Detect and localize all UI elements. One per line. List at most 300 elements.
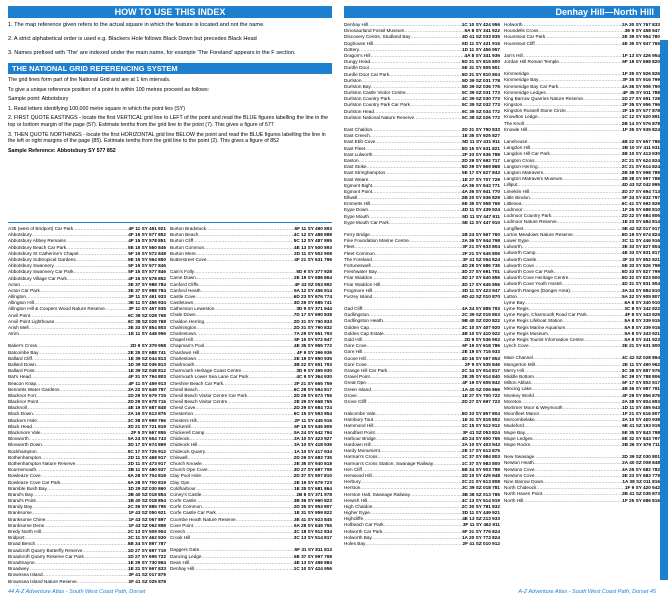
- entry-grid-ref: 3F 11 SY 457 935: [128, 306, 166, 312]
- entry-grid-ref: 5B 34 SY 897 787: [127, 541, 166, 547]
- entry-name: Lulworth Castle: [504, 256, 537, 262]
- entry-grid-ref: 3C 13 SY 514 817: [293, 535, 332, 541]
- entry-name: Acton: [8, 281, 20, 287]
- leader-dots: [42, 585, 128, 586]
- entry-name: Bramble Bush Bay: [8, 485, 47, 491]
- entry-grid-ref: 3D 17 SY 640 855: [461, 275, 500, 281]
- index-group: [344, 127, 500, 226]
- entry-name: Hounstout Car Park: [504, 34, 546, 40]
- index-entry: [504, 442, 660, 448]
- entry-name: Eype Mouth Car Park: [344, 219, 389, 225]
- ngr-sample-reference: Sample Reference: Abbotsbury SY 577 852: [8, 147, 116, 154]
- leader-dots: [559, 59, 622, 65]
- entry-grid-ref: 6E 35 SY 958 769: [462, 201, 500, 207]
- entry-name: Abbotsbury Subtropical Gardens: [8, 256, 76, 262]
- entry-grid-ref: 6F 17 SY 802 917: [622, 380, 660, 386]
- entry-grid-ref: 5E 35 SY 843 798: [622, 429, 660, 435]
- entry-name: Chalmington: [170, 324, 197, 330]
- entry-grid-ref: 2C 21 SY 614 824: [621, 163, 660, 169]
- entry-name: Lulworth Cove: [504, 262, 534, 268]
- entry-grid-ref: 3A 10 SY 423 927: [293, 436, 332, 442]
- entry-grid-ref: 5F 15 SY 577 846: [128, 269, 166, 275]
- entry-grid-ref: 3B 10 SY 413 930: [621, 151, 660, 157]
- entry-grid-ref: 4E 35 SY 947 765: [622, 40, 660, 46]
- entry-grid-ref: 4E 13 SY 500 893: [294, 244, 332, 250]
- entry-name: Middle Bottom: [504, 373, 534, 379]
- leader-dots: [194, 566, 294, 572]
- entry-grid-ref: 3D 9 SY 371 944: [296, 306, 332, 312]
- index-group: [170, 547, 332, 572]
- entry-name: Lynch Cove: [504, 343, 529, 349]
- entry-grid-ref: 5E 11 SY 447 910: [462, 219, 500, 225]
- entry-name: Golden Cap: [344, 324, 370, 330]
- entry-grid-ref: 3C 18 SY 912 834: [293, 529, 332, 534]
- entry-name: Bournemouth: [8, 467, 37, 473]
- entry-grid-ref: 5F 31 SY 811 813: [294, 547, 332, 553]
- entry-name: Chiswell: [170, 454, 188, 460]
- entry-name: Brownsea Island: [8, 572, 43, 578]
- entry-grid-ref: 2B 8 SY 371 978: [296, 491, 332, 497]
- entry-name: Newtons Cove: [504, 466, 535, 472]
- entry-grid-ref: 3D 11 SY 423 947: [462, 287, 500, 293]
- entry-grid-ref: 2C 34 SY 914 817: [461, 367, 500, 373]
- entry-name: New Swanage: [504, 454, 535, 460]
- index-group: [504, 53, 660, 65]
- index-group: [504, 454, 660, 504]
- entry-name: Broadwey: [8, 566, 29, 572]
- index-entry: [504, 59, 660, 65]
- entry-name: Denhay Hill: [344, 22, 368, 27]
- leader-dots: [365, 541, 462, 547]
- entry-name: Lutton: [504, 293, 518, 299]
- index-entry: [504, 498, 660, 504]
- entry-grid-ref: 3F 11 SY 461 933: [128, 294, 166, 300]
- entry-grid-ref: 1C 10 SY 424 956: [293, 565, 332, 571]
- entry-name: Chale Down: [170, 312, 196, 318]
- entry-grid-ref: 3A 10 SY 418 936: [293, 442, 332, 448]
- entry-name: Chesterton: [170, 411, 193, 417]
- entry-grid-ref: 4B 36 SY 987 791: [621, 386, 660, 392]
- entry-grid-ref: 5E 17 SY 627 843: [462, 170, 500, 176]
- entry-grid-ref: 2D 31 SY 790 833: [293, 318, 332, 324]
- entry-grid-ref: 3B 38 SY 997 788: [621, 176, 660, 182]
- entry-name: Friar Waddon Hill: [344, 281, 381, 287]
- entry-name: Castletown: [170, 300, 194, 306]
- entry-name: Jordan Hill Roman Temple: [504, 58, 559, 64]
- entry-grid-ref: 3A 10 SY 400 938: [621, 417, 660, 423]
- entry-grid-ref: 1F 43 SZ 062 898: [128, 522, 166, 528]
- entry-name: Black Down: [8, 411, 33, 417]
- entry-grid-ref: 1E 25 SY 681 864: [294, 485, 332, 491]
- entry-grid-ref: 3D 11 SY 449 921: [462, 510, 500, 516]
- entry-grid-ref: 6E 32 SY 843 797: [622, 435, 660, 441]
- index-entry: [504, 127, 660, 133]
- entry-grid-ref: 4F 11 SY 459 913: [128, 380, 166, 386]
- entry-name: Godlingston: [344, 312, 370, 318]
- entry-grid-ref: 5C 39 SZ 032 773: [461, 102, 500, 108]
- entry-grid-ref: 5D 39 SY 869 868: [461, 164, 500, 170]
- entry-grid-ref: 2C 13 SY 509 904: [127, 529, 166, 534]
- entry-grid-ref: 6D 23 SY 676 774: [293, 293, 332, 299]
- entry-grid-ref: 2E 39 SY 954 780: [622, 34, 660, 40]
- entry-name: Gore Hill: [344, 349, 363, 355]
- entry-name: Bockhampton: [8, 448, 37, 454]
- entry-name: Butterstreet Cove: [170, 256, 207, 262]
- entry-name: Charlmouth: [170, 361, 195, 367]
- index-group: [504, 22, 660, 47]
- entry-name: Lodmoor Nature Reserve: [504, 219, 557, 225]
- index-group: [504, 71, 660, 133]
- entry-name: Durlston Country Park Car Park: [344, 102, 410, 108]
- entry-grid-ref: 2D 35 SY 953 807: [293, 504, 332, 510]
- entry-grid-ref: 1E 31 SY 959 822: [294, 510, 332, 516]
- entry-name: Moreton: [504, 398, 522, 404]
- entry-grid-ref: 1F 25 SY 688 810: [622, 207, 660, 213]
- entry-name: Kimmeridge Bay Car Park: [504, 83, 559, 89]
- entry-grid-ref: 6E 41 SZ 193 919: [622, 423, 660, 429]
- entry-grid-ref: 4E 13 SZ 213 933: [462, 516, 500, 522]
- entry-name: Bat's Head: [8, 374, 31, 380]
- entry-grid-ref: 3E 33 SY 827 804: [622, 244, 660, 250]
- entry-grid-ref: 2D 27 SY 697 723: [461, 398, 500, 404]
- entry-name: Chaldon Herring: [170, 318, 205, 324]
- entry-name: Lulworth: [504, 244, 522, 250]
- entry-grid-ref: 6F 19 SY 698 820: [622, 58, 660, 64]
- entry-name: Freshwater Bay: [344, 269, 377, 275]
- entry-grid-ref: 2D 9 SY 379 958: [130, 343, 166, 349]
- entry-grid-ref: 5A 24 SY 642 794: [293, 430, 332, 435]
- entry-name: Halcombe Vale: [344, 411, 376, 417]
- entry-grid-ref: 2E 19 SY 679 723: [294, 479, 332, 485]
- entry-grid-ref: 1E 35 SY 925 827: [462, 133, 500, 139]
- entry-grid-ref: 1F 43 SZ 050 921: [128, 510, 166, 516]
- entry-name: Kingston Russell Stone Circle: [504, 108, 566, 114]
- entry-name: Anvil Point Lighthouse: [8, 318, 55, 324]
- entry-grid-ref: 6F 11 SY 490 893: [294, 226, 332, 231]
- index-entry: [170, 257, 332, 263]
- leader-dots: [372, 294, 462, 300]
- entry-name: Broadcroft Quarry Reserve Car Park: [8, 553, 84, 559]
- entry-name: High Chaldon: [344, 503, 373, 509]
- entry-name: Green Island: [344, 386, 371, 392]
- entry-name: Gravel Point: [344, 374, 370, 380]
- index-group: [344, 232, 500, 300]
- entry-name: Durlston National Nature Reserve: [344, 114, 415, 120]
- entry-name: Nine Barrow Down: [504, 478, 544, 484]
- entry-grid-ref: 4F 31 SY 794 803: [128, 374, 166, 380]
- entry-name: King Barrow Quarries Nature Reserve: [504, 95, 583, 101]
- entry-name: Chickerell: [170, 423, 191, 429]
- entry-name: Holbeach Car Park: [344, 522, 384, 528]
- entry-grid-ref: 5F 33 SY 832 797: [622, 194, 660, 200]
- entry-grid-ref: 2D 29 SY 673 755: [293, 392, 332, 398]
- entry-grid-ref: 3F 11 SY 462 911: [462, 522, 500, 528]
- entry-grid-ref: 4F 15 SY 578 851: [128, 238, 166, 244]
- entry-grid-ref: 4F 43 SZ 053 892: [294, 281, 332, 287]
- ngr-heading: THE NATIONAL GRID REFERENCING SYSTEM: [8, 63, 332, 74]
- entry-name: Harman's Cross: [344, 454, 378, 460]
- entry-name: Blacknor Point: [8, 399, 39, 405]
- entry-name: Chideock Hill: [170, 442, 198, 448]
- ngr-explanation: [8, 77, 332, 157]
- entry-name: Chickerell Camp: [170, 430, 205, 435]
- entry-grid-ref: 5A 12 SY 456 914: [293, 287, 332, 293]
- entry-name: Allington Hill: [8, 300, 34, 306]
- ngr-step-3: 3. THEN QUOTE NORTHINGS - locate the first HORIZONTAL grid line BELOW the point and read the BLUE figures labelling the line in the left or right margins of the page (85). Estimate tenths from the grid line to the point (2). This gives a figure of 852: [8, 131, 326, 145]
- entry-name: Lyme Regis, Charmouth Road Car Park: [504, 312, 587, 318]
- entry-name: Mangerton Mill: [504, 361, 535, 367]
- entry-name: East Weare: [344, 176, 369, 182]
- entry-name: Lyme Regis Marine Aquarium: [504, 324, 566, 330]
- entry-grid-ref: 2F 21 SY 645 806: [462, 250, 500, 256]
- entry-name: Langdon Hill: [504, 145, 531, 151]
- entry-grid-ref: 1D 29 SZ 030 860: [127, 485, 166, 491]
- entry-grid-ref: 3D 21 SY 721 819: [127, 423, 166, 429]
- entry-grid-ref: 4C 12 SY 488 888: [293, 232, 332, 238]
- entry-grid-ref: 2A 10 SY 403 943: [461, 442, 500, 447]
- entry-name: Doghouse Hill: [344, 40, 374, 46]
- index-column-4: [504, 22, 660, 586]
- entry-name: Allington: [8, 294, 26, 300]
- divider: [8, 222, 332, 223]
- entry-grid-ref: 6C 38 SZ 028 768: [127, 318, 166, 324]
- entry-name: Lyme Regis: [504, 306, 529, 312]
- index-group: [344, 22, 500, 121]
- entry-grid-ref: 1E 39 SZ 044 813: [128, 355, 166, 361]
- leader-dots: [529, 343, 622, 349]
- entry-grid-ref: 5D 33 SY 827 799: [621, 268, 660, 274]
- leader-dots: [535, 41, 622, 47]
- entry-name: Bothenhampton: [8, 454, 42, 460]
- entry-grid-ref: 3B 10 SY 411 931: [622, 145, 660, 151]
- index-entry: [170, 535, 332, 541]
- entry-name: Charmouth Heritage Coast Centre: [170, 368, 242, 374]
- entry-grid-ref: 7D 17 SY 690 838: [293, 312, 332, 318]
- entry-name: Clay Pool Hole: [170, 473, 202, 479]
- entry-grid-ref: 2D 29 SY 684 724: [293, 405, 332, 411]
- entry-name: Beacon Knap: [8, 380, 37, 386]
- entry-name: Durlston: [344, 77, 362, 83]
- entry-name: Broadcroft Quarry Butterfly Reserve: [8, 547, 83, 553]
- entry-name: Ferry Bridge: [344, 232, 370, 237]
- index-group: [8, 226, 166, 337]
- entry-grid-ref: 5D 9 SY 377 928: [296, 269, 332, 275]
- entry-name: Bothenhampton Nature Reserve: [8, 460, 76, 466]
- entry-name: Dinosaurland Fossil Museum: [344, 28, 405, 34]
- entry-grid-ref: 5A 32 SY 905 807: [621, 293, 660, 299]
- entry-name: Ballard Cliff: [8, 355, 32, 361]
- ngr-intro-2: To give a unique reference position of a point to within 100 metres proceed as follows:: [8, 86, 210, 93]
- entry-grid-ref: 1C 10 SY 424 956: [461, 22, 500, 27]
- entry-name: North Hill: [504, 497, 524, 503]
- entry-grid-ref: 2A 40 SZ 008 848: [622, 460, 660, 466]
- entry-name: Knowle Hill: [504, 126, 528, 132]
- index-group: [8, 343, 166, 586]
- entry-grid-ref: 6C 28 SY 594 817: [293, 386, 332, 392]
- entry-name: North Haven Point: [504, 491, 543, 497]
- entry-name: Charmouth Lower Sea Lane Car Park: [170, 374, 249, 380]
- instruction-2: 2. A strict alphabetical order is used e.g. Blackers Hole follows Black Down but precedes Black Head: [8, 36, 257, 42]
- leader-dots: [530, 442, 622, 448]
- entry-name: Longfleet: [504, 225, 524, 231]
- entry-grid-ref: 2A 36 SY 944 798: [461, 238, 500, 244]
- entry-name: Grove Cliff: [344, 398, 367, 404]
- entry-name: Harman's Cross Station, Swanage Railway: [344, 460, 434, 466]
- entry-name: Littlesea: [504, 200, 522, 206]
- entry-name: Eype Mouth: [344, 213, 370, 219]
- entry-name: Frogmore Hill: [344, 287, 373, 293]
- entry-grid-ref: 1D 27 SY 691 728: [621, 95, 660, 101]
- entry-grid-ref: 1E 27 SY 700 722: [462, 392, 500, 398]
- index-entry: [344, 220, 500, 226]
- entry-name: Brand's Bay: [8, 491, 34, 497]
- entry-grid-ref: 4E 35 SY 955 772: [294, 343, 332, 349]
- entry-grid-ref: 2B 14 SY 576 878: [621, 120, 660, 126]
- entry-grid-ref: 3B 11 SY 480 937: [128, 467, 166, 473]
- entry-name: Cove Point: [170, 522, 193, 528]
- entry-name: Abbotsbury Village Car Park: [8, 275, 67, 281]
- entry-grid-ref: 1F 9 SY 420 942: [624, 485, 660, 491]
- entry-name: Chapman's Pool: [170, 343, 205, 349]
- entry-grid-ref: 5F 15 SY 572 847: [294, 337, 332, 343]
- entry-name: Durlston Country Park: [344, 96, 391, 102]
- entry-grid-ref: 2D 31 SY 790 833: [461, 127, 500, 132]
- entry-name: Herbury: [344, 479, 361, 485]
- entry-grid-ref: 5D 31 SY 810 804: [461, 71, 500, 77]
- entry-name: East Stoke: [344, 164, 367, 170]
- entry-name: Limekiln Hill: [504, 188, 530, 194]
- entry-name: Mupe Ledges: [504, 435, 533, 441]
- entry-name: Chardown Hill: [170, 349, 200, 355]
- entry-name: Durdle Door Car Park: [344, 71, 390, 77]
- entry-name: Blacknoll: [8, 405, 27, 411]
- entry-name: Dancing Ledge: [170, 553, 202, 559]
- entry-grid-ref: 2F 21 SY 665 759: [294, 380, 332, 386]
- entry-grid-ref: 1E 29 SY 730 864: [128, 559, 166, 565]
- entry-name: Fortuneswell: [344, 262, 371, 268]
- entry-name: Lulworth Ranges (Danger Area): [504, 287, 570, 293]
- entry-name: Holworth Bay: [344, 534, 372, 540]
- entry-grid-ref: 3C 11 SY 446 916: [622, 238, 660, 243]
- entry-name: Moonfleet Manor: [504, 411, 540, 417]
- entry-grid-ref: 5F 15 SY 577 846: [128, 263, 166, 269]
- entry-name: Lulworth Cove Car Park: [504, 268, 554, 274]
- entry-grid-ref: 3F 35 SY 916 799: [622, 77, 660, 83]
- entry-name: Abbotsbury Swannery Car Park: [8, 269, 74, 275]
- entry-grid-ref: 5A 8 SY 339 915: [624, 324, 660, 330]
- entry-name: Dottery: [344, 46, 360, 52]
- entry-grid-ref: 4F 15 SY 578 852: [128, 275, 166, 281]
- entry-name: Hounstout Cliff: [504, 40, 535, 46]
- entry-grid-ref: 2D 37 SY 907 810: [293, 473, 332, 479]
- entry-name: Emmetts Hill: [344, 201, 371, 207]
- entry-grid-ref: 4C 13 SY 514 919: [461, 497, 500, 503]
- index-group: [504, 355, 660, 448]
- entry-name: Chesil Cove: [170, 405, 196, 411]
- entry-grid-ref: 2E 17 SY 613 875: [462, 448, 500, 454]
- entry-grid-ref: 4A 8 SY 341 936: [464, 52, 500, 58]
- entry-name: Durdle Door: [344, 65, 370, 71]
- entry-name: Golden Cap Estate: [344, 330, 384, 336]
- entry-grid-ref: 5E 15 SY 560 846: [128, 244, 166, 250]
- entry-grid-ref: 4D 11 SY 439 924: [462, 207, 500, 213]
- entry-grid-ref: 3E 37 SY 988 784: [128, 281, 166, 287]
- entry-grid-ref: 3C 38 SY 999 766: [127, 417, 166, 423]
- entry-grid-ref: 2B 20 SY 636 829: [461, 195, 500, 201]
- entry-grid-ref: 1D 10 SY 425 948: [461, 472, 500, 478]
- entry-grid-ref: 5C 39 SY 788 806: [621, 373, 660, 379]
- entry-name: Fine Foundation Marine Centre: [344, 238, 409, 244]
- footer-left: 44 A-Z Adventure Atlas - South West Coast Path, Dorset: [8, 589, 146, 595]
- entry-name: Harbour Bridge: [344, 435, 376, 441]
- entry-name: Branksome Dene: [8, 522, 45, 528]
- entry-name: Chesil Beach Visitor Centre: [170, 399, 228, 405]
- entry-name: Canford Cliffs: [170, 281, 199, 287]
- ngr-intro-1: The grid lines form part of the National Grid and are at 1 km intervals.: [8, 77, 171, 83]
- entry-grid-ref: 5C 39 SZ 031 773: [461, 90, 500, 96]
- entry-name: Baker's Cross: [8, 343, 38, 349]
- entry-grid-ref: 3D 27 SY 691 701: [461, 269, 500, 275]
- entry-grid-ref: 4E 33 SY 831 817: [622, 250, 660, 256]
- entry-name: Furzey Island: [344, 293, 373, 299]
- leader-dots: [523, 498, 622, 504]
- entry-grid-ref: 3E 41 SY 923 845: [294, 516, 332, 522]
- entry-name: Chesters Hill: [170, 417, 197, 423]
- entry-grid-ref: 4F 29 SY 856 876: [622, 392, 660, 398]
- entry-grid-ref: 3F 41 SZ 053 824: [462, 429, 500, 435]
- entry-grid-ref: 2E 19 SY 890 935: [294, 355, 332, 361]
- index-group: [344, 411, 500, 547]
- entry-grid-ref: 3D 27 SY 694 713: [621, 188, 660, 194]
- entry-grid-ref: 4D 16 SY 597 853: [461, 355, 500, 361]
- entry-name: Bowleaze Cove: [8, 473, 41, 479]
- entry-name: [8, 585, 42, 586]
- entry-name: Charlestown: [170, 355, 197, 361]
- index-guide-heading: HOW TO USE THIS INDEX: [8, 6, 332, 18]
- entry-name: Lyme Regis Tourist Information Centre: [504, 337, 584, 342]
- entry-name: North Chideock: [504, 485, 537, 491]
- entry-grid-ref: 6A 28 SY 704 818: [127, 473, 166, 479]
- entry-grid-ref: 4B 22 SY 657 786: [621, 139, 660, 144]
- entry-name: Brand's Point: [8, 498, 36, 504]
- index-group: [170, 226, 332, 263]
- entry-grid-ref: 1F 25 SY 686 816: [622, 497, 660, 503]
- leader-dots: [366, 399, 462, 405]
- entry-name: Catherston Leweston: [170, 306, 215, 312]
- entry-name: Lodmoor Country Park: [504, 213, 552, 219]
- entry-name: Black Head: [8, 423, 32, 429]
- entry-name: Broad Bench: [8, 541, 36, 547]
- entry-grid-ref: 3F 21 SY 633 804: [462, 244, 500, 250]
- instruction-1: 1. The map reference given refers to the actual square in which the feature is located and not the name.: [8, 22, 265, 28]
- entry-grid-ref: 4D 24 SY 600 765: [461, 435, 500, 441]
- entry-name: Chideock: [170, 436, 190, 442]
- entry-grid-ref: 2D 22 SY 684 806: [621, 213, 660, 219]
- entry-grid-ref: 2F 5 SY 667 855: [130, 430, 166, 435]
- entry-grid-ref: 3C 11 SY 462 930: [128, 535, 166, 541]
- entry-grid-ref: 4A 36 SY 906 790: [621, 83, 660, 89]
- index-column-1: [8, 226, 166, 586]
- entry-name: Eype Down: [344, 207, 368, 213]
- entry-grid-ref: 5B 40 SZ 020 822: [461, 318, 500, 324]
- entry-name: The Foreland: [344, 256, 372, 262]
- entry-grid-ref: 6F 19 SY 618 786: [462, 343, 500, 349]
- entry-name: Herston: [344, 485, 361, 491]
- entry-grid-ref: 4F 9 SY 396 936: [296, 349, 332, 355]
- entry-grid-ref: 4A 26 SY 682 782: [621, 466, 660, 472]
- entry-name: Gore Cove: [344, 343, 367, 349]
- entry-grid-ref: 3E 33 SY 854 803: [128, 325, 166, 330]
